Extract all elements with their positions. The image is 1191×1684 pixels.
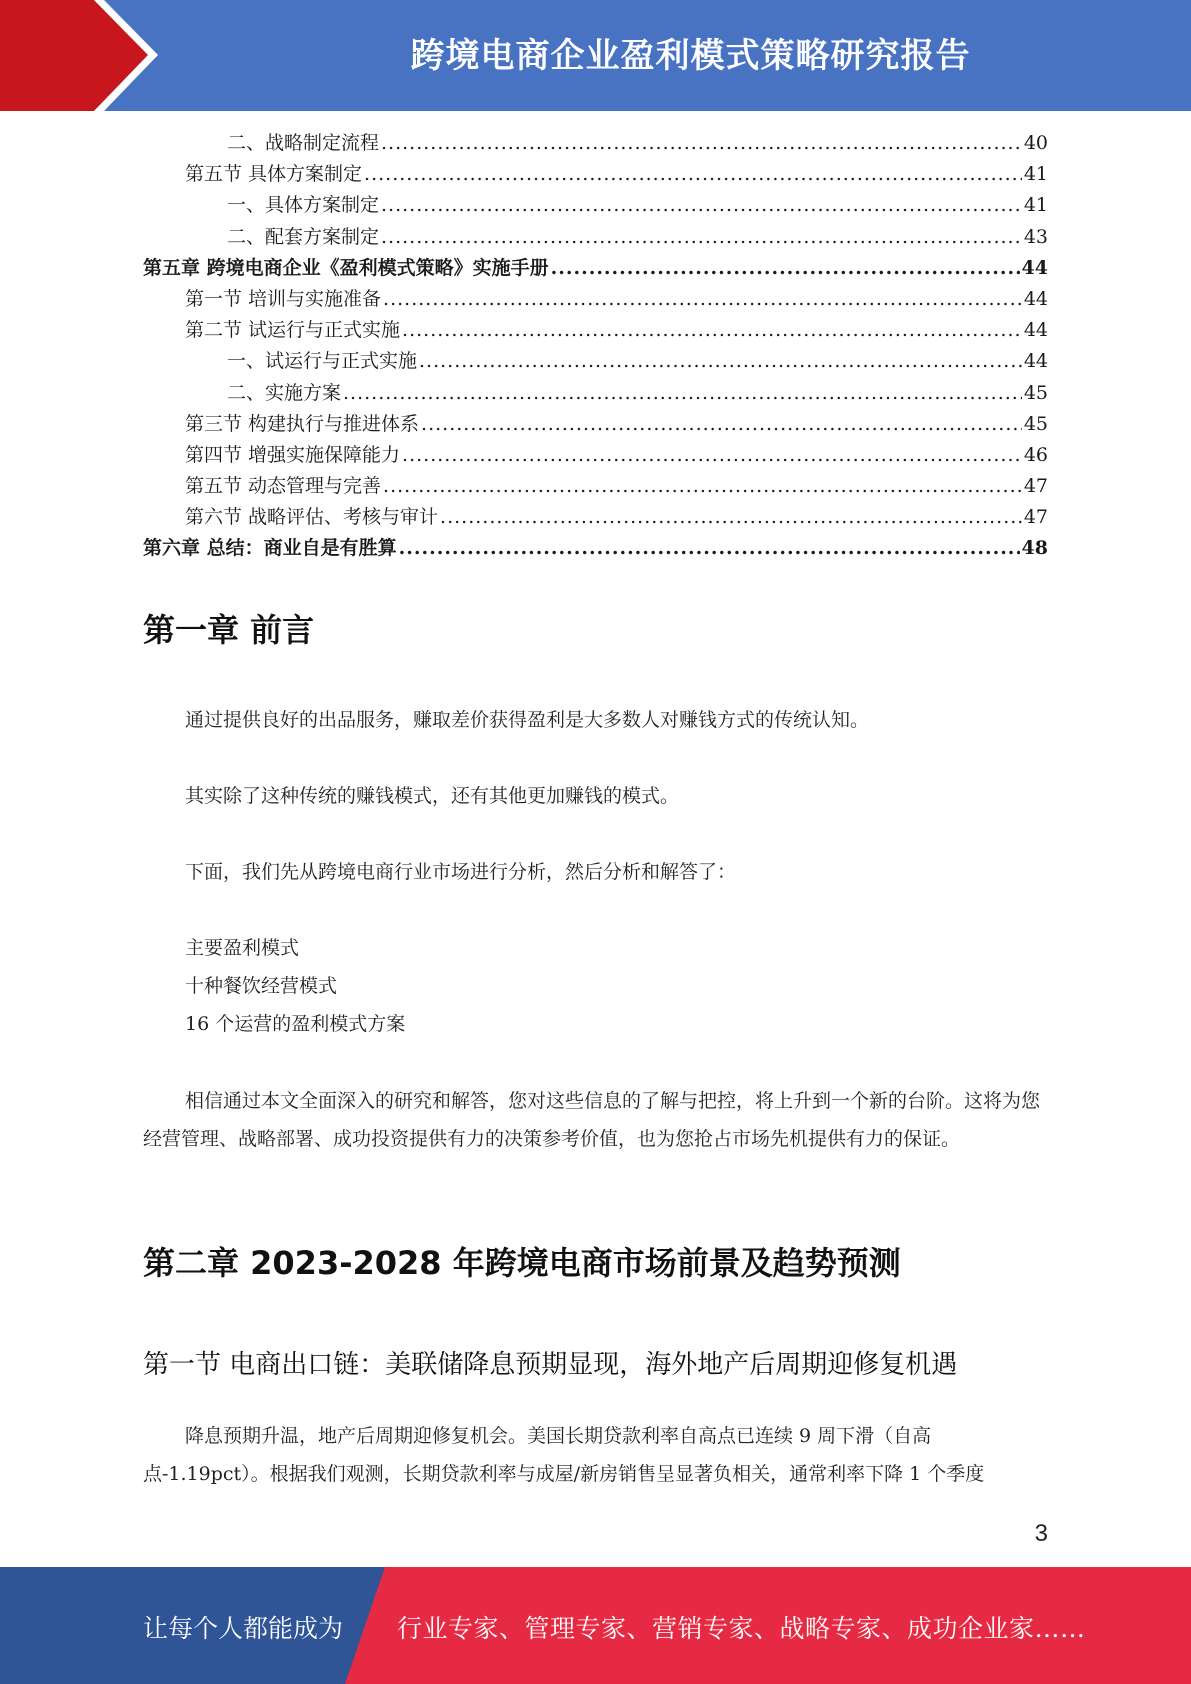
toc-entry[interactable] <box>143 315 1048 346</box>
list-item: 主要盈利模式 <box>185 937 300 959</box>
page-header <box>0 0 1191 111</box>
page-footer <box>0 1567 1191 1684</box>
chapter1-heading: 第一章 前言 <box>143 611 315 649</box>
toc-entry-label: 第五节 具体方案制定 <box>185 163 363 186</box>
toc-leader-dots <box>402 440 1022 471</box>
chapter1-paragraph-3: 下面，我们先从跨境电商行业市场进行分析，然后分析和解答了： <box>185 861 737 883</box>
table-of-contents <box>143 128 1048 565</box>
toc-entry[interactable] <box>143 378 1048 409</box>
toc-entry-page: 41 <box>1023 163 1048 186</box>
page-number: 3 <box>1034 1520 1048 1547</box>
chapter2-heading: 第二章 2023-2028 年跨境电商市场前景及趋势预测 <box>143 1244 901 1282</box>
toc-entry-label: 第六节 战略评估、考核与审计 <box>185 506 439 529</box>
toc-leader-dots <box>399 533 1020 564</box>
toc-leader-dots <box>381 190 1022 221</box>
toc-entry-page: 47 <box>1023 506 1048 529</box>
toc-entry-page: 43 <box>1023 225 1048 248</box>
toc-entry[interactable] <box>143 533 1048 564</box>
toc-entry-page: 47 <box>1023 475 1048 498</box>
toc-entry-page: 44 <box>1021 256 1048 279</box>
toc-entry-label: 第三节 构建执行与推进体系 <box>185 412 420 435</box>
chapter1-paragraph-4: 相信通过本文全面深入的研究和解答，您对这些信息的了解与把控，将上升到一个新的台阶。这将为您经营管理、战略部署、成功投资提供有力的决策参考价值，也为您抢占市场先机提供有力的保证。 <box>143 1090 1041 1150</box>
toc-leader-dots <box>440 502 1022 533</box>
toc-entry[interactable] <box>143 284 1048 315</box>
toc-leader-dots <box>402 315 1022 346</box>
toc-entry[interactable] <box>143 222 1048 253</box>
toc-leader-dots <box>383 471 1022 502</box>
toc-entry[interactable] <box>143 409 1048 440</box>
toc-entry-label: 第一节 培训与实施准备 <box>185 287 382 310</box>
toc-leader-dots <box>419 346 1022 377</box>
toc-leader-dots <box>551 253 1020 284</box>
toc-entry-label: 二、实施方案 <box>227 381 342 404</box>
toc-leader-dots <box>364 159 1022 190</box>
toc-entry-page: 45 <box>1023 412 1048 435</box>
toc-entry-label: 一、试运行与正式实施 <box>227 350 418 373</box>
toc-entry[interactable] <box>143 159 1048 190</box>
list-item: 16 个运营的盈利模式方案 <box>185 1013 406 1035</box>
chapter1-paragraph-2: 其实除了这种传统的赚钱模式，还有其他更加赚钱的模式。 <box>185 785 680 807</box>
toc-entry-label: 二、配套方案制定 <box>227 225 380 248</box>
report-title: 跨境电商企业盈利模式策略研究报告 <box>410 36 971 76</box>
toc-entry[interactable] <box>143 128 1048 159</box>
chapter2-section1-heading: 第一节 电商出口链：美联储降息预期显现，海外地产后周期迎修复机遇 <box>143 1350 958 1380</box>
toc-entry-page: 45 <box>1023 381 1048 404</box>
toc-entry-page: 40 <box>1023 132 1048 154</box>
toc-entry-label: 第六章 总结：商业自是有胜算 <box>143 537 397 560</box>
toc-leader-dots <box>383 284 1022 315</box>
footer-slogan-left: 让每个人都能成为 <box>143 1614 344 1643</box>
toc-entry-page: 44 <box>1023 350 1048 373</box>
toc-entry-label: 二、战略制定流程 <box>227 132 380 154</box>
toc-entry[interactable] <box>143 502 1048 533</box>
toc-entry-page: 41 <box>1023 194 1048 217</box>
toc-entry-page: 48 <box>1021 537 1048 560</box>
toc-leader-dots <box>343 378 1022 409</box>
toc-entry-label: 第四节 增强实施保障能力 <box>185 443 401 466</box>
toc-entry-page: 44 <box>1023 319 1048 342</box>
toc-entry[interactable] <box>143 253 1048 284</box>
toc-leader-dots <box>381 128 1022 159</box>
toc-leader-dots <box>421 409 1022 440</box>
chapter2-paragraph-1: 降息预期升温，地产后周期迎修复机会。美国长期贷款利率自高点已连续 9 周下滑（自高点-1.19pct）。根据我们观测，长期贷款利率与成屋/新房销售呈显著负相关，通常利率下降 1 个季度 <box>143 1425 985 1485</box>
toc-entry-page: 46 <box>1023 443 1048 466</box>
list-item: 十种餐饮经营模式 <box>185 975 338 997</box>
toc-entry-page: 44 <box>1023 287 1048 310</box>
toc-entry-label: 第五章 跨境电商企业《盈利模式策略》实施手册 <box>143 256 549 279</box>
footer-slogan-right: 行业专家、管理专家、营销专家、战略专家、成功企业家…… <box>397 1614 1086 1643</box>
toc-entry[interactable] <box>143 346 1048 377</box>
toc-entry-label: 第五节 动态管理与完善 <box>185 475 382 498</box>
toc-entry[interactable] <box>143 440 1048 471</box>
toc-entry[interactable] <box>143 471 1048 502</box>
toc-entry-label: 一、具体方案制定 <box>227 194 380 217</box>
toc-entry-label: 第二节 试运行与正式实施 <box>185 319 401 342</box>
chapter1-paragraph-1: 通过提供良好的出品服务，赚取差价获得盈利是大多数人对赚钱方式的传统认知。 <box>185 709 870 731</box>
toc-leader-dots <box>381 222 1022 253</box>
toc-entry[interactable] <box>143 190 1048 221</box>
